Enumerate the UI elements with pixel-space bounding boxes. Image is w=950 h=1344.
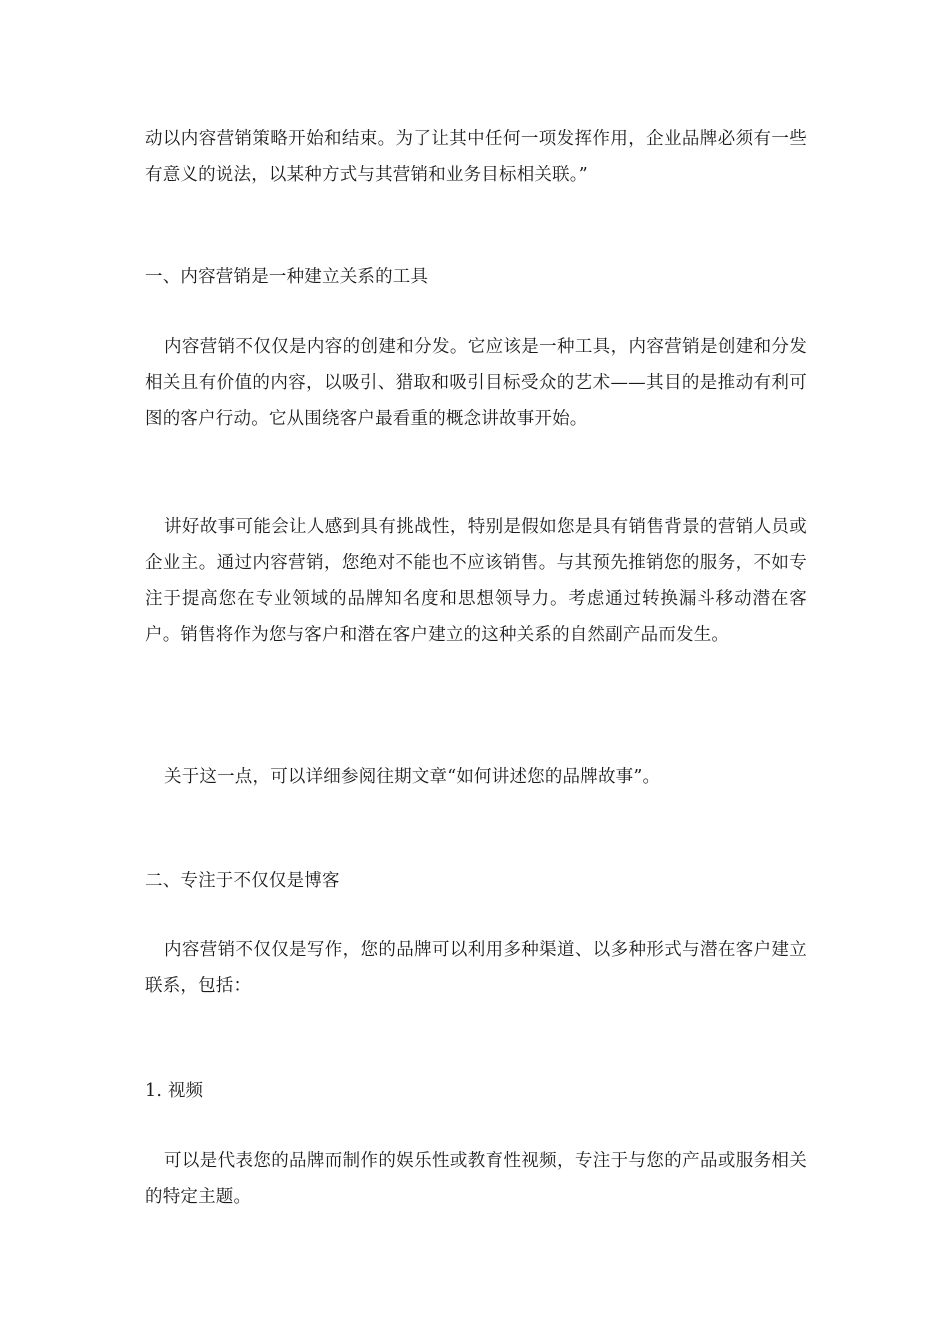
section-2-paragraph-1: 内容营销不仅仅是写作，您的品牌可以利用多种渠道、以多种形式与潜在客户建立联系，包括： — [145, 940, 807, 996]
section-heading-1: 一、内容营销是一种建立关系的工具 — [145, 267, 429, 287]
section-1-paragraph-1: 内容营销不仅仅是内容的创建和分发。它应该是一种工具，内容营销是创建和分发相关且有价值的内容，以吸引、猎取和吸引目标受众的艺术——其目的是推动有利可图的客户行动。它从围绕客户最看重的概念讲故事开始。 — [145, 337, 807, 429]
list-item-paragraph-1: 可以是代表您的品牌而制作的娱乐性或教育性视频，专注于与您的产品或服务相关的特定主题。 — [145, 1151, 807, 1207]
section-1-paragraph-3: 关于这一点，可以详细参阅往期文章“如何讲述您的品牌故事”。 — [164, 767, 661, 787]
intro-paragraph: 动以内容营销策略开始和结束。为了让其中任何一项发挥作用，企业品牌必须有一些有意义的说法，以某种方式与其营销和业务目标相关联。” — [145, 129, 807, 185]
list-item-heading-1: 1. 视频 — [145, 1081, 204, 1101]
section-heading-2: 二、专注于不仅仅是博客 — [145, 871, 340, 891]
section-1-paragraph-2: 讲好故事可能会让人感到具有挑战性，特别是假如您是具有销售背景的营销人员或企业主。通过内容营销，您绝对不能也不应该销售。与其预先推销您的服务，不如专注于提高您在专业领域的品牌知名度和思想领导力。考虑通过转换漏斗移动潜在客户。销售将作为您与客户和潜在客户建立的这种关系的自然副产品而发生。 — [145, 517, 807, 645]
